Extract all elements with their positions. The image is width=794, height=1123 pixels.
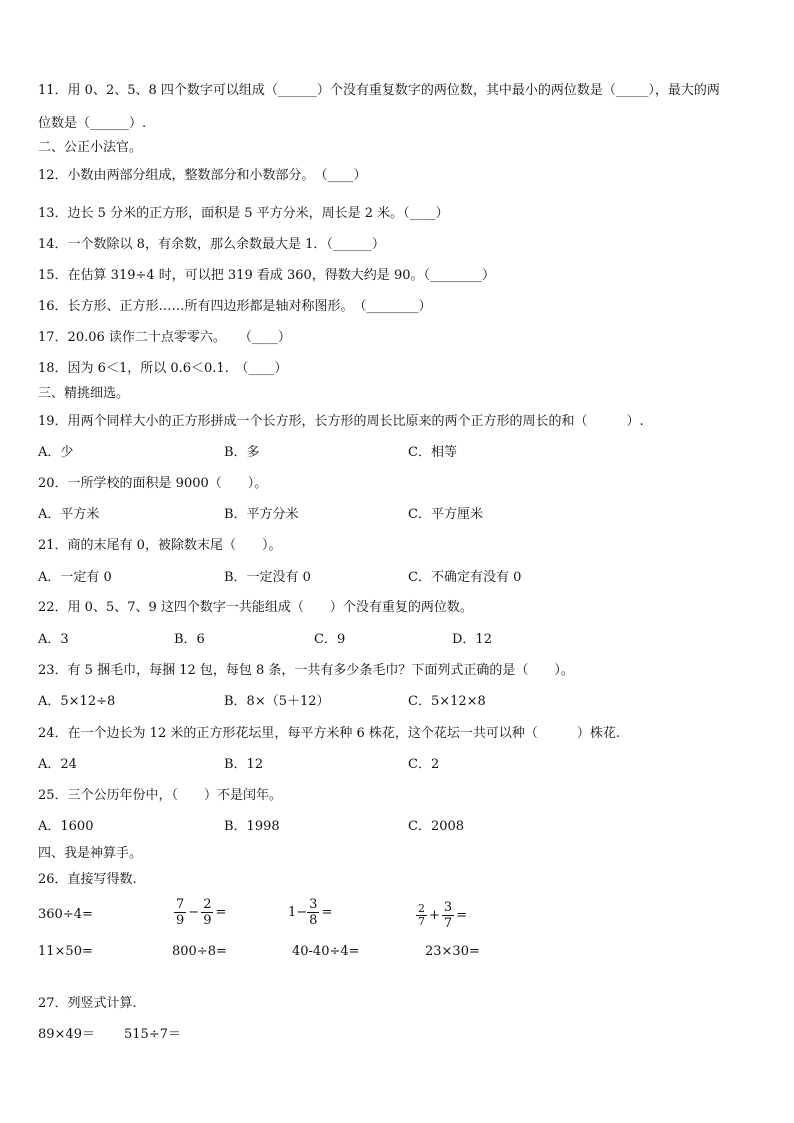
fraction: $\frac{2}{7}$: [418, 902, 425, 928]
option-a: A．3: [38, 632, 69, 647]
calc-800-div-8: 800÷8=: [172, 944, 227, 959]
calc-360-div-4: 360÷4=: [38, 907, 93, 922]
question-15: 15．在估算 319÷4 时，可以把 319 看成 360，得数大约是 90。（________）: [38, 268, 495, 283]
question-11-line-1: 11．用 0、2、5、8 四个数字可以组成（______）个没有重复数字的两位数，其中最小的两位数是（_____），最大的两: [38, 83, 720, 98]
option-c: C．平方厘米: [408, 507, 483, 522]
option-b: B．1998: [224, 819, 280, 834]
calc-23-times-30: 23×30=: [425, 944, 480, 959]
calc-89-times-49: 89×49＝: [38, 1027, 95, 1042]
option-b: B．12: [224, 757, 264, 772]
option-c: C．5×12×8: [408, 694, 486, 709]
question-17: 17．20.06 读作二十点零零六。 （____）: [38, 330, 291, 345]
calc-40-minus-40-div-4: 40-40÷4=: [292, 944, 360, 959]
option-a: A．5×12÷8: [38, 694, 116, 709]
question-14: 14．一个数除以 8，有余数，那么余数最大是 1．（______）: [38, 237, 385, 252]
question-18: 18．因为 6＜1，所以 0.6＜0.1. （____）: [38, 361, 288, 376]
question-12: 12．小数由两部分组成，整数部分和小数部分。 （____）: [38, 168, 367, 183]
option-a: A．一定有 0: [38, 570, 112, 585]
calc-fraction-addition: $\frac{2}{7}$ + $\frac{3}{7}$ =: [418, 900, 468, 931]
question-27-title: 27．列竖式计算.: [38, 996, 137, 1011]
fraction: $\frac{3}{8}$: [309, 897, 318, 928]
option-c: C．2: [408, 757, 440, 772]
fraction: $\frac{7}{9}$: [176, 897, 185, 928]
question-22-stem: 22．用 0、5、7、9 这四个数字一共能组成（ ）个没有重复的两位数。: [38, 600, 473, 615]
option-a: A．平方米: [38, 507, 100, 522]
option-c: C．相等: [408, 445, 457, 460]
calc-515-div-7: 515÷7＝: [124, 1027, 181, 1042]
option-c: C．2008: [408, 819, 465, 834]
option-b: B．平方分米: [224, 507, 299, 522]
calc-11-times-50: 11×50=: [38, 944, 93, 959]
option-d: D．12: [452, 632, 492, 647]
section-4-heading: 四、我是神算手。: [38, 846, 143, 861]
option-a: A．24: [38, 757, 77, 772]
question-21-stem: 21．商的末尾有 0，被除数末尾（ ）。: [38, 538, 282, 553]
question-19-stem: 19．用两个同样大小的正方形拼成一个长方形，长方形的周长比原来的两个正方形的周长的和（ ）.: [38, 414, 644, 429]
option-b: B．8×（5＋12）: [224, 694, 330, 709]
option-a: A．1600: [38, 819, 94, 834]
calc-fraction-subtraction: $\frac{7}{9}$ − $\frac{2}{9}$ =: [176, 897, 227, 928]
calc-one-minus-fraction: 1− $\frac{3}{8}$ =: [288, 897, 333, 928]
option-b: B．6: [174, 632, 205, 647]
option-b: B．一定没有 0: [224, 570, 311, 585]
question-23-stem: 23．有 5 捆毛巾，每捆 12 包，每包 8 条，一共有多少条毛巾？下面列式正确的是（ ）。: [38, 663, 574, 678]
question-20-stem: 20．一所学校的面积是 9000（ ）。: [38, 476, 268, 491]
section-3-heading: 三、精挑细选。: [38, 386, 130, 401]
option-b: B．多: [224, 445, 260, 460]
section-2-heading: 二、公正小法官。: [38, 140, 143, 155]
option-a: A．少: [38, 445, 74, 460]
question-25-stem: 25．三个公历年份中，（ ）不是闰年。: [38, 788, 283, 803]
question-26-title: 26．直接写得数.: [38, 872, 137, 887]
question-11-line-2: 位数是（______）.: [38, 116, 147, 131]
question-24-stem: 24．在一个边长为 12 米的正方形花坛里，每平方米种 6 株花，这个花坛一共可以种（ ）株花.: [38, 726, 621, 741]
fraction: $\frac{3}{7}$: [443, 900, 453, 931]
question-13: 13．边长 5 分米的正方形，面积是 5 平方分米，周长是 2 米。（____）: [38, 206, 449, 221]
option-c: C．不确定有没有 0: [408, 570, 522, 585]
fraction: $\frac{2}{9}$: [203, 897, 212, 928]
option-c: C．9: [314, 632, 346, 647]
question-16: 16．长方形、正方形……所有四边形都是轴对称图形。 （________）: [38, 299, 432, 314]
